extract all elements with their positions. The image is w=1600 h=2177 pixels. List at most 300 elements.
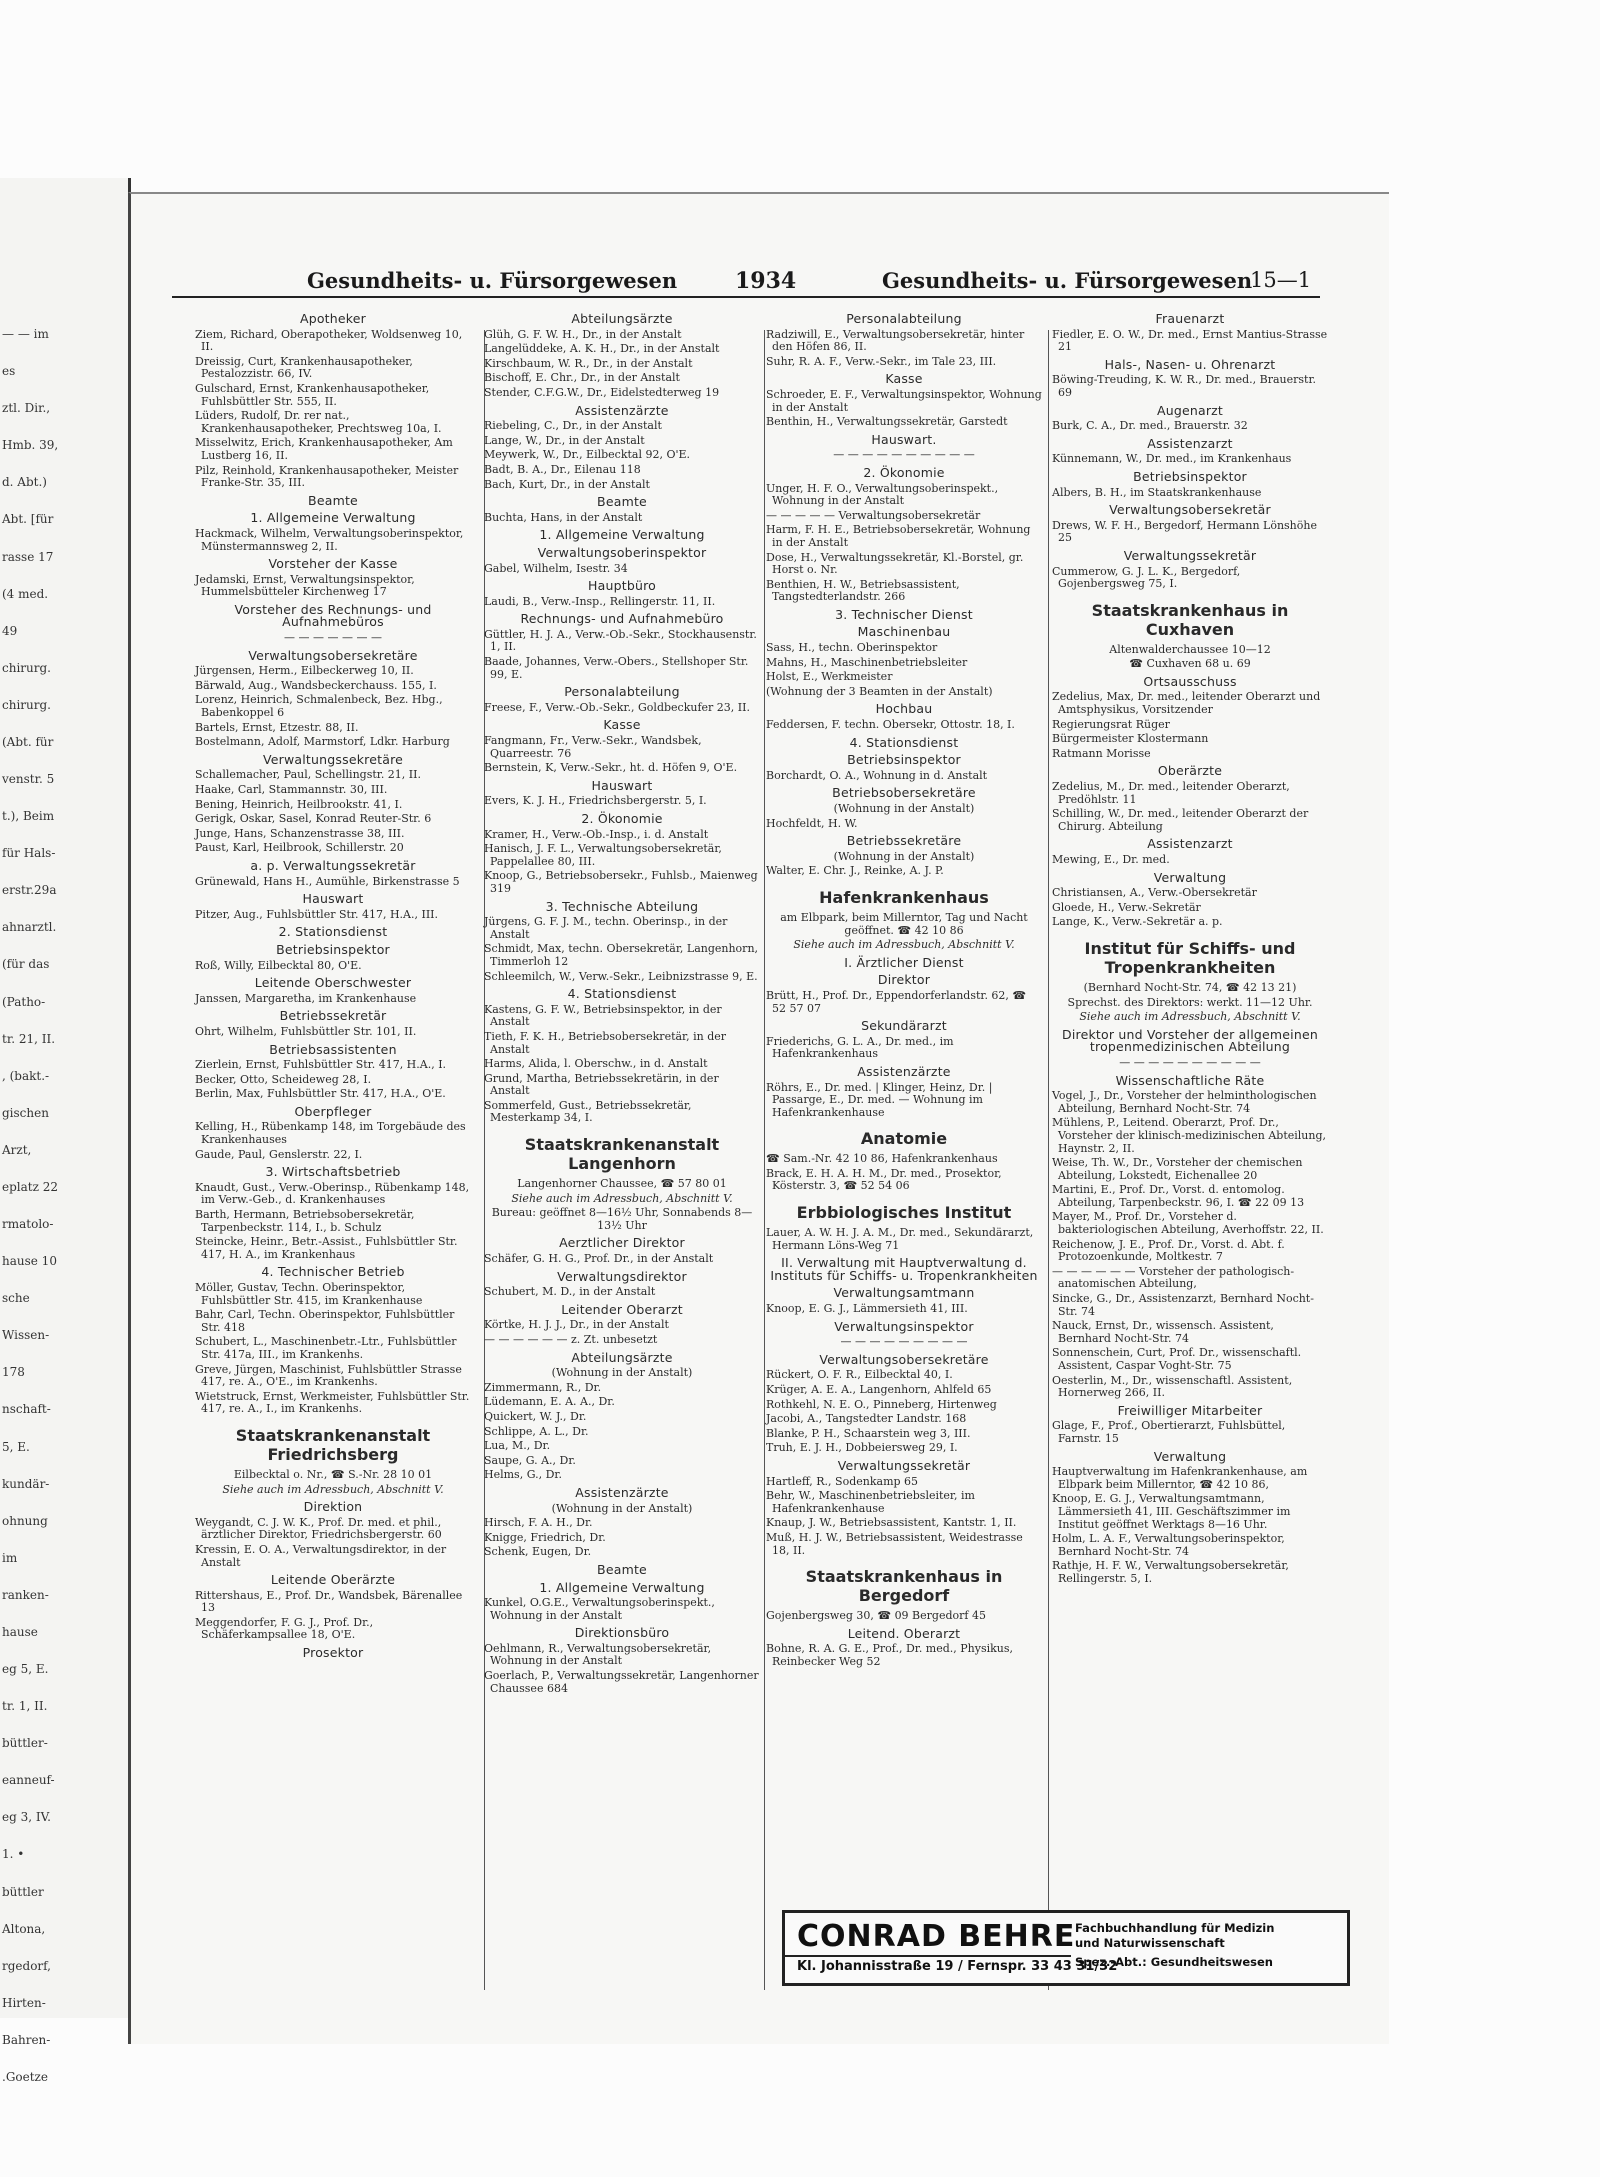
left-page-fragment: für Hals- [2, 846, 56, 861]
left-page-fragment: tr. 21, II. [2, 1031, 56, 1046]
directory-entry: Langelüddeke, A. K. H., Dr., in der Anstalt [484, 342, 720, 356]
left-page-fragment: im [2, 1550, 18, 1565]
section-heading: 3. Technischer Dienst [835, 606, 973, 622]
section-heading: Direktor und Vorsteher der allgemeinen tropenmedizinischen Abteilung [1062, 1026, 1318, 1055]
section-heading: Hauptbüro [588, 578, 656, 594]
section-heading: Assistenzärzte [575, 402, 669, 418]
directory-entry: Sonnenschein, Curt, Prof. Dr., wissenschaftl. Assistent, Caspar Voght-Str. 75 [1052, 1346, 1302, 1372]
section-heading: Direktor [877, 972, 931, 988]
section-heading: Betriebsinspektor [1133, 468, 1247, 484]
section-heading: Leitender Oberarzt [561, 1301, 683, 1317]
directory-entry: Zedelius, Max, Dr. med., leitender Oberarzt und Amtsphysikus, Vorsitzender [1052, 690, 1321, 717]
directory-entry: Bohne, R. A. G. E., Prof., Dr. med., Physikus, Reinbecker Weg 52 [766, 1642, 1014, 1668]
directory-entry: Walter, E. Chr. J., Reinke, A. J. P. [766, 864, 944, 878]
left-page-fragment: eg 5, E. [2, 1662, 49, 1676]
directory-entry: Baade, Johannes, Verw.-Obers., Stellshoper Str. 99, E. [484, 655, 749, 681]
centered-note: Altenwalderchaussee 10—12 [1109, 642, 1271, 656]
section-heading: Leitend. Oberarzt [847, 1625, 961, 1641]
directory-entry: Ohrt, Wilhelm, Fuhlsbüttler Str. 101, II. [195, 1024, 417, 1038]
column-3 [766, 308, 1042, 1671]
directory-entry: Lange, W., Dr., in der Anstalt [484, 433, 645, 447]
cross-reference-note: Siehe auch im Adressbuch, Abschnitt V. [222, 1482, 444, 1496]
header-left-title: Gesundheits- u. Fürsorgewesen [307, 268, 678, 293]
section-heading: Direktionsbüro [574, 1625, 670, 1641]
directory-entry: Glüh, G. F. W. H., Dr., in der Anstalt [484, 327, 682, 341]
section-heading: I. Ärztlicher Dienst [844, 954, 964, 970]
cross-reference-note: Siehe auch im Adressbuch, Abschnitt V. [511, 1191, 733, 1205]
directory-entry: Bürgermeister Klostermann [1052, 732, 1209, 746]
directory-entry: Krüger, A. E. A., Langenhorn, Ahlfeld 65 [766, 1383, 992, 1396]
left-page-fragment: d. Abt.) [2, 475, 47, 490]
directory-entry: Lorenz, Heinrich, Schmalenbeck, Bez. Hbg., Babenkoppel 6 [195, 693, 443, 720]
section-heading: II. Verwaltung mit Hauptverwaltung d. Instituts für Schiffs- u. Tropenkrankheiten [770, 1255, 1038, 1283]
centered-note: — — — — — — — — — — [833, 448, 975, 462]
left-page-fragment: venstr. 5 [2, 772, 55, 786]
directory-entry: Helms, G., Dr. [484, 1468, 562, 1482]
directory-entry: Kirschbaum, W. R., Dr., in der Anstalt [484, 356, 693, 370]
directory-entry: Hartleff, R., Sodenkamp 65 [766, 1474, 919, 1488]
directory-entry: Misselwitz, Erich, Krankenhausapotheker, Am Lustberg 16, II. [195, 436, 453, 462]
section-heading: 3. Technische Abteilung [545, 898, 699, 914]
ad-address: Kl. Johannisstraße 19 / Fernspr. 33 43 31/32 [797, 1959, 1118, 1974]
directory-entry: Schallemacher, Paul, Schellingstr. 21, II. [195, 768, 421, 782]
institution-heading: Erbbiologisches Institut [796, 1203, 1012, 1223]
directory-entry: Jürgens, G. F. J. M., techn. Oberinsp., in der Anstalt [484, 915, 728, 941]
section-heading: 4. Stationsdienst [849, 734, 959, 750]
section-heading: Verwaltungssekretär [1123, 547, 1257, 563]
section-heading: Abteilungsärzte [571, 311, 673, 326]
centered-note: ☎ Cuxhaven 68 u. 69 [1129, 657, 1251, 671]
centered-note: (Bernhard Nocht-Str. 74, ☎ 42 13 21) [1083, 980, 1297, 994]
directory-entry: — — — — — Verwaltungsobersekretär [766, 508, 981, 522]
section-heading: 2. Ökonomie [863, 464, 945, 480]
section-heading: Verwaltungssekretär [837, 1457, 971, 1473]
directory-entry: Muß, H. J. W., Betriebsassistent, Weidestrasse 18, II. [766, 1530, 1023, 1557]
directory-entry: Weise, Th. W., Dr., Vorsteher der chemischen Abteilung, Lokstedt, Eichenallee 20 [1052, 1156, 1303, 1182]
section-heading: 4. Stationsdienst [567, 986, 677, 1002]
left-page-fragment: eanneuf- [2, 1773, 55, 1788]
directory-entry: Tieth, F. K. H., Betriebsobersekretär, in der Anstalt [484, 1029, 727, 1056]
left-page-fragment: eg 3, IV. [2, 1810, 51, 1825]
institution-heading: Institut für Schiffs- und Tropenkrankheiten [1084, 938, 1296, 977]
directory-entry: Vogel, J., Dr., Vorsteher der helminthologischen Abteilung, Bernhard Nocht-Str. 74 [1052, 1089, 1317, 1115]
directory-entry: Böwing-Treuding, K. W. R., Dr. med., Brauerstr. 69 [1052, 373, 1317, 399]
directory-entry: Bärwald, Aug., Wandsbeckerchauss. 155, I. [195, 678, 437, 692]
directory-entry: Fiedler, E. O. W., Dr. med., Ernst Mantius-Strasse 21 [1052, 327, 1328, 354]
directory-entry: Meggendorfer, F. G. J., Prof. Dr., Schäferkampsallee 18, O'E. [195, 1615, 374, 1642]
directory-entry: Bischoff, E. Chr., Dr., in der Anstalt [484, 371, 680, 385]
directory-entry: Lüders, Rudolf, Dr. rer nat., Krankenhausapotheker, Prechtsweg 10a, I. [195, 409, 442, 435]
left-page-fragment: (für das [2, 957, 50, 972]
left-page-fragment: ohnung [2, 1513, 48, 1528]
section-heading: Verwaltungsobersekretäre [248, 647, 418, 663]
directory-entry: Friederichs, G. L. A., Dr. med., im Hafenkrankenhaus [766, 1034, 954, 1061]
section-heading: Personalabteilung [846, 311, 962, 326]
left-page-fragment: gischen [2, 1105, 49, 1120]
directory-entry: Benthien, H. W., Betriebsassistent, Tangstedterlandstr. 266 [766, 577, 960, 604]
directory-entry: Glage, F., Prof., Obertierarzt, Fuhlsbüttel, Farnstr. 15 [1052, 1419, 1286, 1445]
directory-entry: Sommerfeld, Gust., Betriebssekretär, Mesterkamp 34, I. [484, 1098, 692, 1125]
directory-entry: Mahns, H., Maschinenbetriebsleiter [766, 655, 968, 669]
centered-note: — — — — — — — [284, 631, 382, 645]
directory-entry: Roß, Willy, Eilbecktal 80, O'E. [195, 958, 362, 972]
directory-entry: Truh, E. J. H., Dobbeiersweg 29, I. [766, 1441, 958, 1455]
page-number: 15—1 [1250, 268, 1312, 292]
directory-entry: Bach, Kurt, Dr., in der Anstalt [484, 477, 650, 491]
directory-entry: Kramer, H., Verw.-Ob.-Insp., i. d. Anstalt [484, 827, 709, 841]
directory-entry: Fangmann, Fr., Verw.-Sekr., Wandsbek, Quarreestr. 76 [484, 734, 702, 760]
section-heading: Leitende Oberärzte [270, 1572, 396, 1588]
directory-entry: Knaup, J. W., Betriebsassistent, Kantstr. 1, II. [766, 1516, 1017, 1530]
left-page-fragment: Altona, [2, 1921, 46, 1936]
centered-note: Bureau: geöffnet 8—16½ Uhr, Sonnabends 8—13½ Uhr [491, 1206, 753, 1232]
left-page-fragment: nschaft- [2, 1402, 51, 1417]
left-page-fragment: (4 med. [2, 586, 49, 601]
directory-entry: Buchta, Hans, in der Anstalt [484, 510, 643, 524]
directory-entry: Wietstruck, Ernst, Werkmeister, Fuhlsbüttler Str. 417, re. A., I., im Krankenhs. [195, 1389, 470, 1416]
directory-entry: Borchardt, O. A., Wohnung in d. Anstalt [766, 768, 988, 782]
left-page-fragment: Wissen- [2, 1328, 50, 1343]
left-page-fragment: kundär- [2, 1476, 50, 1491]
ad-description [1075, 1921, 1343, 1970]
directory-entry: Schroeder, E. F., Verwaltungsinspektor, Wohnung in der Anstalt [766, 387, 1042, 414]
section-heading: Ortsausschuss [1143, 673, 1237, 689]
directory-entry: Holst, E., Werkmeister [766, 670, 893, 684]
directory-entry: Hochfeldt, H. W. [766, 816, 858, 830]
directory-entry: Jedamski, Ernst, Verwaltungsinspektor, Hummelsbütteler Kirchenweg 17 [195, 572, 415, 599]
directory-entry: Zedelius, M., Dr. med., leitender Oberarzt, Predöhlstr. 11 [1052, 780, 1290, 806]
institution-heading: Staatskrankenanstalt Langenhorn [524, 1135, 720, 1174]
directory-entry: Cummerow, G. J. L. K., Bergedorf, Gojenbergsweg 75, I. [1052, 564, 1241, 591]
directory-entry: Weygandt, C. J. W. K., Prof. Dr. med. et phil., ärztlicher Direktor, Friedrichsbergerstr. 60 [195, 1515, 442, 1542]
left-page-fragment: chirurg. [2, 697, 51, 712]
advertisement-conrad-behre [782, 1910, 1350, 1986]
directory-entry: Jürgensen, Herm., Eilbeckerweg 10, II. [195, 664, 414, 678]
directory-entry: Kelling, H., Rübenkamp 148, im Torgebäude des Krankenhauses [195, 1120, 466, 1147]
directory-entry: Schubert, L., Maschinenbetr.-Ltr., Fuhlsbüttler Str. 417a, III., im Krankenhs. [195, 1335, 457, 1361]
directory-entry: Nauck, Ernst, Dr., wissensch. Assistent, Bernhard Nocht-Str. 74 [1052, 1319, 1274, 1345]
directory-entry: — — — — — — z. Zt. unbesetzt [484, 1333, 658, 1346]
left-page-fragment: ahnarztl. [2, 920, 57, 935]
directory-entry: Grund, Martha, Betriebssekretärin, in der Anstalt [484, 1071, 719, 1098]
section-heading: 1. Allgemeine Verwaltung [539, 1579, 705, 1595]
section-heading: Sekundärarzt [861, 1018, 947, 1034]
directory-entry: ☎ Sam.-Nr. 42 10 86, Hafenkrankenhaus [766, 1152, 998, 1166]
directory-entry: Paust, Karl, Heilbrook, Schillerstr. 20 [195, 841, 404, 855]
directory-entry: Hackmack, Wilhelm, Verwaltungsoberinspektor, Münstermannsweg 2, II. [195, 526, 464, 553]
directory-entry: Kastens, G. F. W., Betriebsinspektor, in der Anstalt [484, 1002, 722, 1029]
directory-entry: Pilz, Reinhold, Krankenhausapotheker, Meister Franke-Str. 35, III. [195, 463, 459, 490]
section-heading: Verwaltungsoberinspektor [537, 544, 707, 560]
directory-entry: Brack, E. H. A. H. M., Dr. med., Prosektor, Kösterstr. 3, ☎ 52 54 06 [766, 1166, 1002, 1193]
directory-entry: Gulschard, Ernst, Krankenhausapotheker, Fuhlsbüttler Str. 555, II. [195, 381, 430, 408]
section-heading: 2. Ökonomie [581, 811, 663, 826]
directory-entry: Evers, K. J. H., Friedrichsbergerstr. 5, I. [484, 794, 707, 808]
left-page-fragment: rasse 17 [2, 549, 54, 564]
directory-entry: Schilling, W., Dr. med., leitender Oberarzt der Chirurg. Abteilung [1052, 807, 1309, 833]
directory-entry: Behr, W., Maschinenbetriebsleiter, im Hafenkrankenhause [766, 1489, 975, 1515]
section-heading: 1. Allgemeine Verwaltung [539, 527, 705, 543]
left-page-fragment: 5, E. [2, 1439, 30, 1454]
institution-heading: Staatskrankenhaus in Cuxhaven [1091, 600, 1289, 639]
directory-entry: Bahr, Carl, Techn. Oberinspektor, Fuhlsbüttler Str. 418 [195, 1308, 455, 1334]
institution-heading: Staatskrankenanstalt Friedrichsberg [235, 1425, 431, 1464]
section-heading: a. p. Verwaltungssekretär [250, 857, 416, 873]
left-page-fragment: 1. • [2, 1847, 25, 1862]
section-heading: Betriebssekretär [279, 1008, 387, 1024]
left-page-fragment: chirurg. [2, 660, 51, 675]
section-heading: Personalabteilung [564, 684, 680, 700]
left-page-fragment: , (bakt.- [2, 1068, 50, 1083]
section-heading: 2. Stationsdienst [278, 924, 388, 940]
section-heading: Betriebsobersekretäre [832, 785, 976, 801]
directory-entry: Christiansen, A., Verw.-Obersekretär [1052, 886, 1257, 900]
left-page-fragment: rmatolo- [2, 1217, 54, 1231]
section-heading: Betriebsassistenten [269, 1041, 397, 1057]
left-page-fragment: tr. 1, II. [2, 1699, 48, 1714]
directory-entry: Suhr, R. A. F., Verw.-Sekr., im Tale 23, III. [766, 354, 997, 368]
directory-entry: Hauptverwaltung im Hafenkrankenhause, am Elbpark beim Millerntor, ☎ 42 10 86, [1052, 1465, 1308, 1491]
directory-entry: Sincke, G., Dr., Assistenzarzt, Bernhard Nocht-Str. 74 [1052, 1292, 1314, 1318]
left-page-fragment: hause [2, 1624, 38, 1639]
directory-entry: Jacobi, A., Tangstedter Landstr. 168 [766, 1412, 967, 1426]
directory-entry: Saupe, G. A., Dr. [484, 1453, 576, 1467]
directory-entry: Zierlein, Ernst, Fuhlsbüttler Str. 417, H.A., I. [195, 1058, 447, 1072]
section-heading: Hals-, Nasen- u. Ohrenarzt [1104, 356, 1276, 372]
left-page-fragment: rgedorf, [2, 1958, 51, 1973]
directory-entry: Sass, H., techn. Oberinspektor [766, 641, 938, 655]
column-4 [1052, 308, 1328, 1588]
left-page-fragment: 49 [2, 623, 18, 638]
directory-entry: Lua, M., Dr. [484, 1439, 551, 1453]
directory-entry: Drews, W. F. H., Bergedorf, Hermann Lönshöhe 25 [1052, 518, 1317, 545]
directory-entry: Schäfer, G. H. G., Prof. Dr., in der Anstalt [484, 1252, 714, 1266]
left-page-fragment: Hirten- [2, 1995, 46, 2010]
section-heading: Leitende Oberschwester [254, 975, 412, 991]
directory-entry: Reichenow, J. E., Prof. Dr., Vorst. d. Abt. f. Protozoenkunde, Moltkestr. 7 [1052, 1237, 1285, 1264]
centered-note: (Wohnung in der Anstalt) [551, 1501, 693, 1515]
directory-entry: Brütt, H., Prof. Dr., Eppendorferlandstr. 62, ☎ 52 57 07 [766, 988, 1027, 1015]
section-heading: Verwaltung [1153, 1448, 1227, 1464]
directory-entry: Gabel, Wilhelm, Isestr. 34 [484, 561, 628, 575]
directory-entry: Greve, Jürgen, Maschinist, Fuhlsbüttler Strasse 417, re. A., O'E., im Krankenhs. [195, 1362, 462, 1389]
directory-entry: Badt, B. A., Dr., Eilenau 118 [484, 462, 641, 476]
page-header [172, 262, 1320, 298]
directory-entry: Kressin, E. O. A., Verwaltungsdirektor, in der Anstalt [195, 1542, 447, 1569]
directory-entry: Meywerk, W., Dr., Eilbecktal 92, O'E. [484, 448, 691, 462]
column-1 [195, 308, 471, 1663]
directory-entry: Körtke, H. J. J., Dr., in der Anstalt [484, 1318, 669, 1332]
centered-note: Eilbecktal o. Nr., ☎ S.-Nr. 28 10 01 [233, 1467, 433, 1481]
directory-entry: Hanisch, J. F. L., Verwaltungsobersekretär, Pappelallee 80, III. [484, 842, 722, 868]
left-page-fragment: Bahren- [2, 2032, 51, 2047]
left-page-fragment: (Abt. für [2, 734, 54, 749]
centered-note: Sprechst. des Direktors: werkt. 11—12 Uhr. [1067, 995, 1313, 1009]
directory-entry: Rothkehl, N. E. O., Pinneberg, Hirtenweg [766, 1397, 997, 1411]
section-heading: 1. Allgemeine Verwaltung [250, 510, 416, 526]
left-page-edge [0, 178, 131, 2084]
left-page-fragment: Abt. [für [2, 512, 54, 527]
centered-note: (Wohnung in der Anstalt) [551, 1366, 693, 1380]
directory-entry: Rathje, H. F. W., Verwaltungsobersekretär, Rellingerstr. 5, I. [1052, 1559, 1289, 1585]
directory-entry: Benthin, H., Verwaltungssekretär, Garstedt [766, 415, 1008, 429]
directory-entry: Dose, H., Verwaltungssekretär, Kl.-Borstel, gr. Horst o. Nr. [766, 550, 1024, 577]
directory-entry: Röhrs, E., Dr. med. | Klinger, Heinz, Dr. | Passarge, E., Dr. med. — Wohnung im Hafenkrankenhause [766, 1080, 993, 1119]
section-heading: Hauswart [591, 777, 653, 793]
section-heading: Oberpfleger [294, 1103, 372, 1119]
section-heading: Verwaltungsobersekretäre [819, 1351, 989, 1367]
ad-desc-line: und Naturwissenschaft [1075, 1936, 1225, 1950]
directory-entry: Grünewald, Hans H., Aumühle, Birkenstrasse 5 [195, 874, 460, 888]
section-heading: 3. Wirtschaftsbetrieb [265, 1164, 401, 1180]
institution-heading: Hafenkrankenhaus [819, 887, 989, 907]
directory-entry: Harms, Alida, l. Oberschw., in d. Anstalt [484, 1057, 708, 1071]
left-page-fragment: büttler- [2, 1736, 48, 1751]
directory-entry: Bening, Heinrich, Heilbrookstr. 41, I. [195, 797, 403, 811]
section-heading: Direktion [303, 1499, 363, 1515]
directory-entry: Pitzer, Aug., Fuhlsbüttler Str. 417, H.A., III. [195, 907, 439, 921]
directory-entry: Ratmann Morisse [1052, 746, 1151, 760]
section-heading: Augenarzt [1156, 402, 1224, 418]
directory-entry: Knigge, Friedrich, Dr. [484, 1530, 606, 1544]
section-heading: Vorsteher der Kasse [268, 556, 398, 572]
section-heading: Abteilungsärzte [571, 1349, 673, 1365]
directory-entry: Regierungsrat Rüger [1052, 717, 1170, 731]
directory-entry: Mayer, M., Prof. Dr., Vorsteher d. bakteriologischen Abteilung, Averhoffstr. 22, II. [1052, 1210, 1324, 1237]
section-heading: Verwaltungsamtmann [833, 1285, 975, 1301]
directory-entry: Möller, Gustav, Techn. Oberinspektor, Fuhlsbüttler Str. 415, im Krankenhause [195, 1281, 423, 1307]
section-heading: Maschinenbau [857, 624, 951, 640]
section-heading: Oberärzte [1157, 763, 1223, 779]
left-page-fragment: erstr.29a [2, 883, 57, 898]
centered-note: am Elbpark, beim Millerntor, Tag und Nacht geöffnet. ☎ 42 10 86 [780, 910, 1028, 937]
left-page-fragment: Arzt, [2, 1142, 32, 1157]
section-heading: Betriebsinspektor [276, 941, 390, 957]
column-2 [484, 308, 760, 1697]
section-heading: Hauswart. [871, 431, 937, 447]
section-heading: Hauswart [302, 891, 364, 907]
section-heading: Apotheker [299, 311, 367, 326]
directory-entry: Blanke, P. H., Schaarstein weg 3, III. [766, 1426, 971, 1440]
directory-entry: Unger, H. F. O., Verwaltungsoberinspekt., Wohnung in der Anstalt [766, 481, 999, 508]
left-page-fragment: hause 10 [2, 1254, 57, 1269]
ad-company-name: CONRAD BEHRE [797, 1919, 1076, 1954]
directory-entry: Stender, C.F.G.W., Dr., Eidelstedterweg 19 [484, 385, 720, 399]
directory-entry: Burk, C. A., Dr. med., Brauerstr. 32 [1052, 419, 1248, 433]
centered-note: — — — — — — — — — [840, 1335, 968, 1349]
directory-entry: Zimmermann, R., Dr. [484, 1380, 602, 1394]
ad-desc-line: Fachbuchhandlung für Medizin [1075, 1921, 1275, 1935]
section-heading: Assistenzärzte [857, 1063, 951, 1079]
cross-reference-note: Siehe auch im Adressbuch, Abschnitt V. [793, 938, 1015, 952]
left-page-fragment: .Goetze [2, 2069, 48, 2084]
directory-entry: Goerlach, P., Verwaltungssekretär, Langenhorner Chaussee 684 [484, 1669, 759, 1695]
directory-entry: Berlin, Max, Fuhlsbüttler Str. 417, H.A., O'E. [195, 1087, 446, 1101]
directory-entry: Oehlmann, R., Verwaltungsobersekretär, Wohnung in der Anstalt [484, 1641, 712, 1668]
centered-note: (Wohnung in der Anstalt) [833, 849, 975, 863]
institution-heading: Staatskrankenhaus in Bergedorf [805, 1567, 1003, 1606]
directory-entry: Hirsch, F. A. H., Dr. [484, 1516, 593, 1530]
left-page-fragment: es [2, 364, 16, 379]
directory-entry: Oesterlin, M., Dr., wissenschaftl. Assistent, Hornerweg 266, II. [1052, 1373, 1293, 1400]
section-heading: Assistenzarzt [1147, 836, 1233, 852]
directory-entry: Schenk, Eugen, Dr. [484, 1545, 592, 1559]
directory-entry: Bostelmann, Adolf, Marmstorf, Ldkr. Harburg [195, 735, 450, 749]
section-heading: Vorsteher des Rechnungs- und Aufnahmebüros [234, 601, 432, 630]
directory-entry: Ziem, Richard, Oberapotheker, Woldsenweg 10, II. [195, 327, 463, 354]
left-page-fragment: eplatz 22 [2, 1179, 59, 1194]
section-heading: 4. Technischer Betrieb [261, 1264, 405, 1280]
directory-entry: Freese, F., Verw.-Ob.-Sekr., Goldbeckufer 23, II. [484, 700, 750, 714]
left-page-fragment: sche [2, 1291, 30, 1306]
section-heading: Wissenschaftliche Räte [1115, 1072, 1265, 1088]
section-heading: Rechnungs- und Aufnahmebüro [520, 611, 724, 627]
left-page-fragment: 178 [2, 1365, 25, 1380]
directory-entry: Gerigk, Oskar, Sasel, Konrad Reuter-Str. 6 [195, 812, 432, 826]
directory-entry: Künnemann, W., Dr. med., im Krankenhaus [1052, 452, 1292, 466]
directory-entry: Dreissig, Curt, Krankenhausapotheker, Pestalozzistr. 66, IV. [195, 354, 413, 381]
directory-entry: Albers, B. H., im Staatskrankenhause [1052, 485, 1262, 499]
section-heading: Verwaltungsinspektor [834, 1318, 974, 1334]
left-page-fragment: — — im [2, 327, 49, 341]
directory-entry: Feddersen, F. techn. Obersekr, Ottostr. 18, I. [766, 718, 1015, 732]
directory-entry: Lauer, A. W. H. J. A. M., Dr. med., Sekundärarzt, Hermann Löns-Weg 71 [766, 1226, 1034, 1252]
directory-entry: Knaudt, Gust., Verw.-Oberinsp., Rübenkamp 148, im Verw.-Geb., d. Krankenhauses [195, 1180, 470, 1207]
section-heading: Prosektor [302, 1645, 364, 1661]
directory-entry: Schubert, M. D., in der Anstalt [484, 1285, 656, 1299]
section-heading: Verwaltungsobersekretär [1109, 502, 1271, 518]
column-divider [764, 330, 765, 1990]
institution-heading: Anatomie [860, 1129, 948, 1149]
section-heading: Hochbau [875, 701, 933, 717]
left-page-fragment: ranken- [2, 1587, 49, 1602]
section-heading: Verwaltung [1153, 869, 1227, 885]
directory-entry: Riebeling, C., Dr., in der Anstalt [484, 419, 662, 433]
left-page-fragment: büttler [2, 1884, 44, 1899]
section-heading: Verwaltungsdirektor [557, 1268, 687, 1284]
directory-entry: Quickert, W. J., Dr. [484, 1409, 587, 1423]
directory-entry: Schlippe, A. L., Dr. [484, 1424, 589, 1438]
directory-entry: Junge, Hans, Schanzenstrasse 38, III. [195, 826, 405, 840]
directory-entry: Schmidt, Max, techn. Obersekretär, Langenhorn, Timmerloh 12 [484, 942, 759, 968]
column-divider [1048, 330, 1049, 1990]
left-page-fragment: ztl. Dir., [2, 401, 51, 416]
section-heading: Freiwilliger Mitarbeiter [1117, 1402, 1263, 1418]
directory-entry: (Wohnung der 3 Beamten in der Anstalt) [766, 684, 993, 698]
header-right-title: Gesundheits- u. Fürsorgewesen [882, 268, 1253, 293]
cross-reference-note: Siehe auch im Adressbuch, Abschnitt V. [1079, 1010, 1301, 1024]
directory-entry: Lange, K., Verw.-Sekretär a. p. [1052, 915, 1223, 929]
section-heading: Betriebsinspektor [847, 752, 961, 768]
section-heading: Frauenarzt [1155, 311, 1225, 326]
directory-entry: Rittershaus, E., Prof. Dr., Wandsbek, Bärenallee 13 [195, 1588, 463, 1615]
ad-divider [785, 1955, 1071, 1957]
directory-entry: Haake, Carl, Stammannstr. 30, III. [195, 783, 388, 796]
directory-entry: Knoop, E. G. J., Lämmersieth 41, III. [766, 1302, 968, 1316]
section-heading: Betriebssekretäre [846, 833, 962, 849]
directory-entry: — — — — — — Vorsteher der pathologisch-anatomischen Abteilung, [1052, 1264, 1295, 1291]
directory-entry: Barth, Hermann, Betriebsobersekretär, Tarpenbeckstr. 114, I., b. Schulz [195, 1208, 415, 1234]
directory-entry: Kunkel, O.G.E., Verwaltungsoberinspekt., Wohnung in der Anstalt [484, 1596, 715, 1622]
section-heading: Verwaltungssekretäre [262, 751, 404, 767]
directory-entry: Martini, E., Prof. Dr., Vorst. d. entomolog. Abteilung, Tarpenbeckstr. 96, I. ☎ 22 09 13 [1052, 1183, 1305, 1209]
section-heading: Aerztlicher Direktor [559, 1235, 685, 1251]
section-heading: Kasse [603, 717, 641, 733]
left-page-fragment: Hmb. 39, [2, 438, 59, 453]
ad-desc-line: Spez.-Abt.: Gesundheitswesen [1075, 1955, 1273, 1969]
section-heading: Beamte [308, 492, 358, 508]
directory-entry: Holm, L. A. F., Verwaltungsoberinspektor, Bernhard Nocht-Str. 74 [1052, 1532, 1285, 1558]
